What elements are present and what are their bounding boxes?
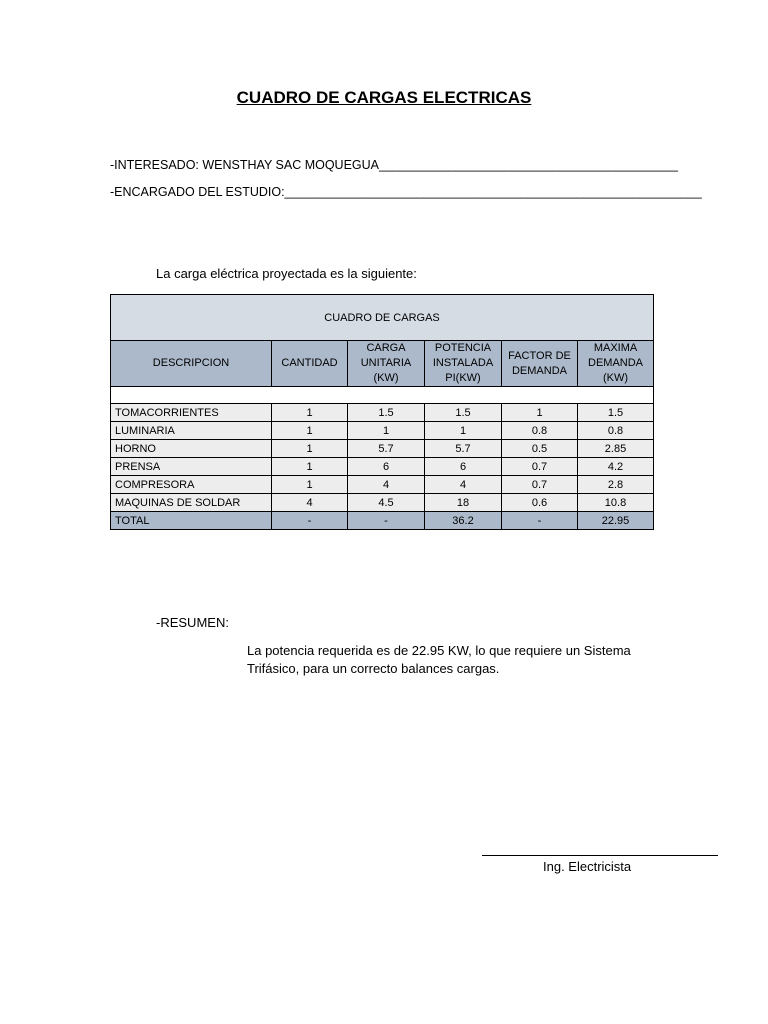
encargado-line: -ENCARGADO DEL ESTUDIO:____________________________________________________________ [110,185,702,199]
signature-line [482,855,718,856]
total-potencia-instalada: 36.2 [425,512,502,530]
cell-maxima-demanda: 2.85 [578,440,654,458]
cell-factor-demanda: 0.5 [502,440,578,458]
cell-factor-demanda: 0.7 [502,458,578,476]
cell-factor-demanda: 0.6 [502,494,578,512]
cell-potencia-instalada: 18 [425,494,502,512]
cell-descripcion: HORNO [111,440,272,458]
table-title: CUADRO DE CARGAS [111,295,654,341]
resumen-label: -RESUMEN: [156,615,229,630]
table-row [111,494,654,512]
cell-potencia-instalada: 6 [425,458,502,476]
spacer-cell [111,387,654,404]
cell-carga-unitaria: 5.7 [348,440,425,458]
table-row [111,404,654,422]
cell-carga-unitaria: 4.5 [348,494,425,512]
table-title-row [111,295,654,341]
header-carga-unitaria: CARGA UNITARIA (KW) [348,341,425,387]
cell-potencia-instalada: 1.5 [425,404,502,422]
cell-potencia-instalada: 4 [425,476,502,494]
total-factor-demanda: - [502,512,578,530]
cell-factor-demanda: 1 [502,404,578,422]
cell-cantidad: 1 [272,404,348,422]
cell-maxima-demanda: 10.8 [578,494,654,512]
table-row [111,458,654,476]
cell-cantidad: 1 [272,476,348,494]
load-table [110,294,654,530]
table-row [111,476,654,494]
cell-maxima-demanda: 4.2 [578,458,654,476]
total-cantidad: - [272,512,348,530]
cell-maxima-demanda: 2.8 [578,476,654,494]
cell-cantidad: 1 [272,440,348,458]
cell-carga-unitaria: 4 [348,476,425,494]
cell-carga-unitaria: 1 [348,422,425,440]
cell-maxima-demanda: 1.5 [578,404,654,422]
cell-factor-demanda: 0.8 [502,422,578,440]
cell-potencia-instalada: 1 [425,422,502,440]
cell-potencia-instalada: 5.7 [425,440,502,458]
table-total-row [111,512,654,530]
cell-cantidad: 1 [272,422,348,440]
cell-descripcion: PRENSA [111,458,272,476]
cell-descripcion: MAQUINAS DE SOLDAR [111,494,272,512]
cell-maxima-demanda: 0.8 [578,422,654,440]
intro-text: La carga eléctrica proyectada es la siguiente: [156,266,417,281]
cell-factor-demanda: 0.7 [502,476,578,494]
total-carga-unitaria: - [348,512,425,530]
total-maxima-demanda: 22.95 [578,512,654,530]
table-spacer-row [111,387,654,404]
header-factor-demanda: FACTOR DE DEMANDA [502,341,578,387]
cell-carga-unitaria: 1.5 [348,404,425,422]
header-potencia-instalada: POTENCIA INSTALADA PI(KW) [425,341,502,387]
table-row [111,422,654,440]
header-descripcion: DESCRIPCION [111,341,272,387]
table-header-row [111,341,654,387]
table-row [111,440,654,458]
cell-descripcion: TOMACORRIENTES [111,404,272,422]
cell-descripcion: LUMINARIA [111,422,272,440]
cell-descripcion: COMPRESORA [111,476,272,494]
cell-carga-unitaria: 6 [348,458,425,476]
interesado-line: -INTERESADO: WENSTHAY SAC MOQUEGUA___________________________________________ [110,158,678,172]
document-title: CUADRO DE CARGAS ELECTRICAS [236,88,532,107]
signature-label: Ing. Electricista [543,859,632,874]
cell-cantidad: 4 [272,494,348,512]
header-maxima-demanda: MAXIMA DEMANDA (KW) [578,341,654,387]
cell-cantidad: 1 [272,458,348,476]
resumen-text: La potencia requerida es de 22.95 KW, lo que requiere un Sistema Trifásico, para un correcto balances cargas. [247,643,631,676]
header-cantidad: CANTIDAD [272,341,348,387]
total-descripcion: TOTAL [111,512,272,530]
